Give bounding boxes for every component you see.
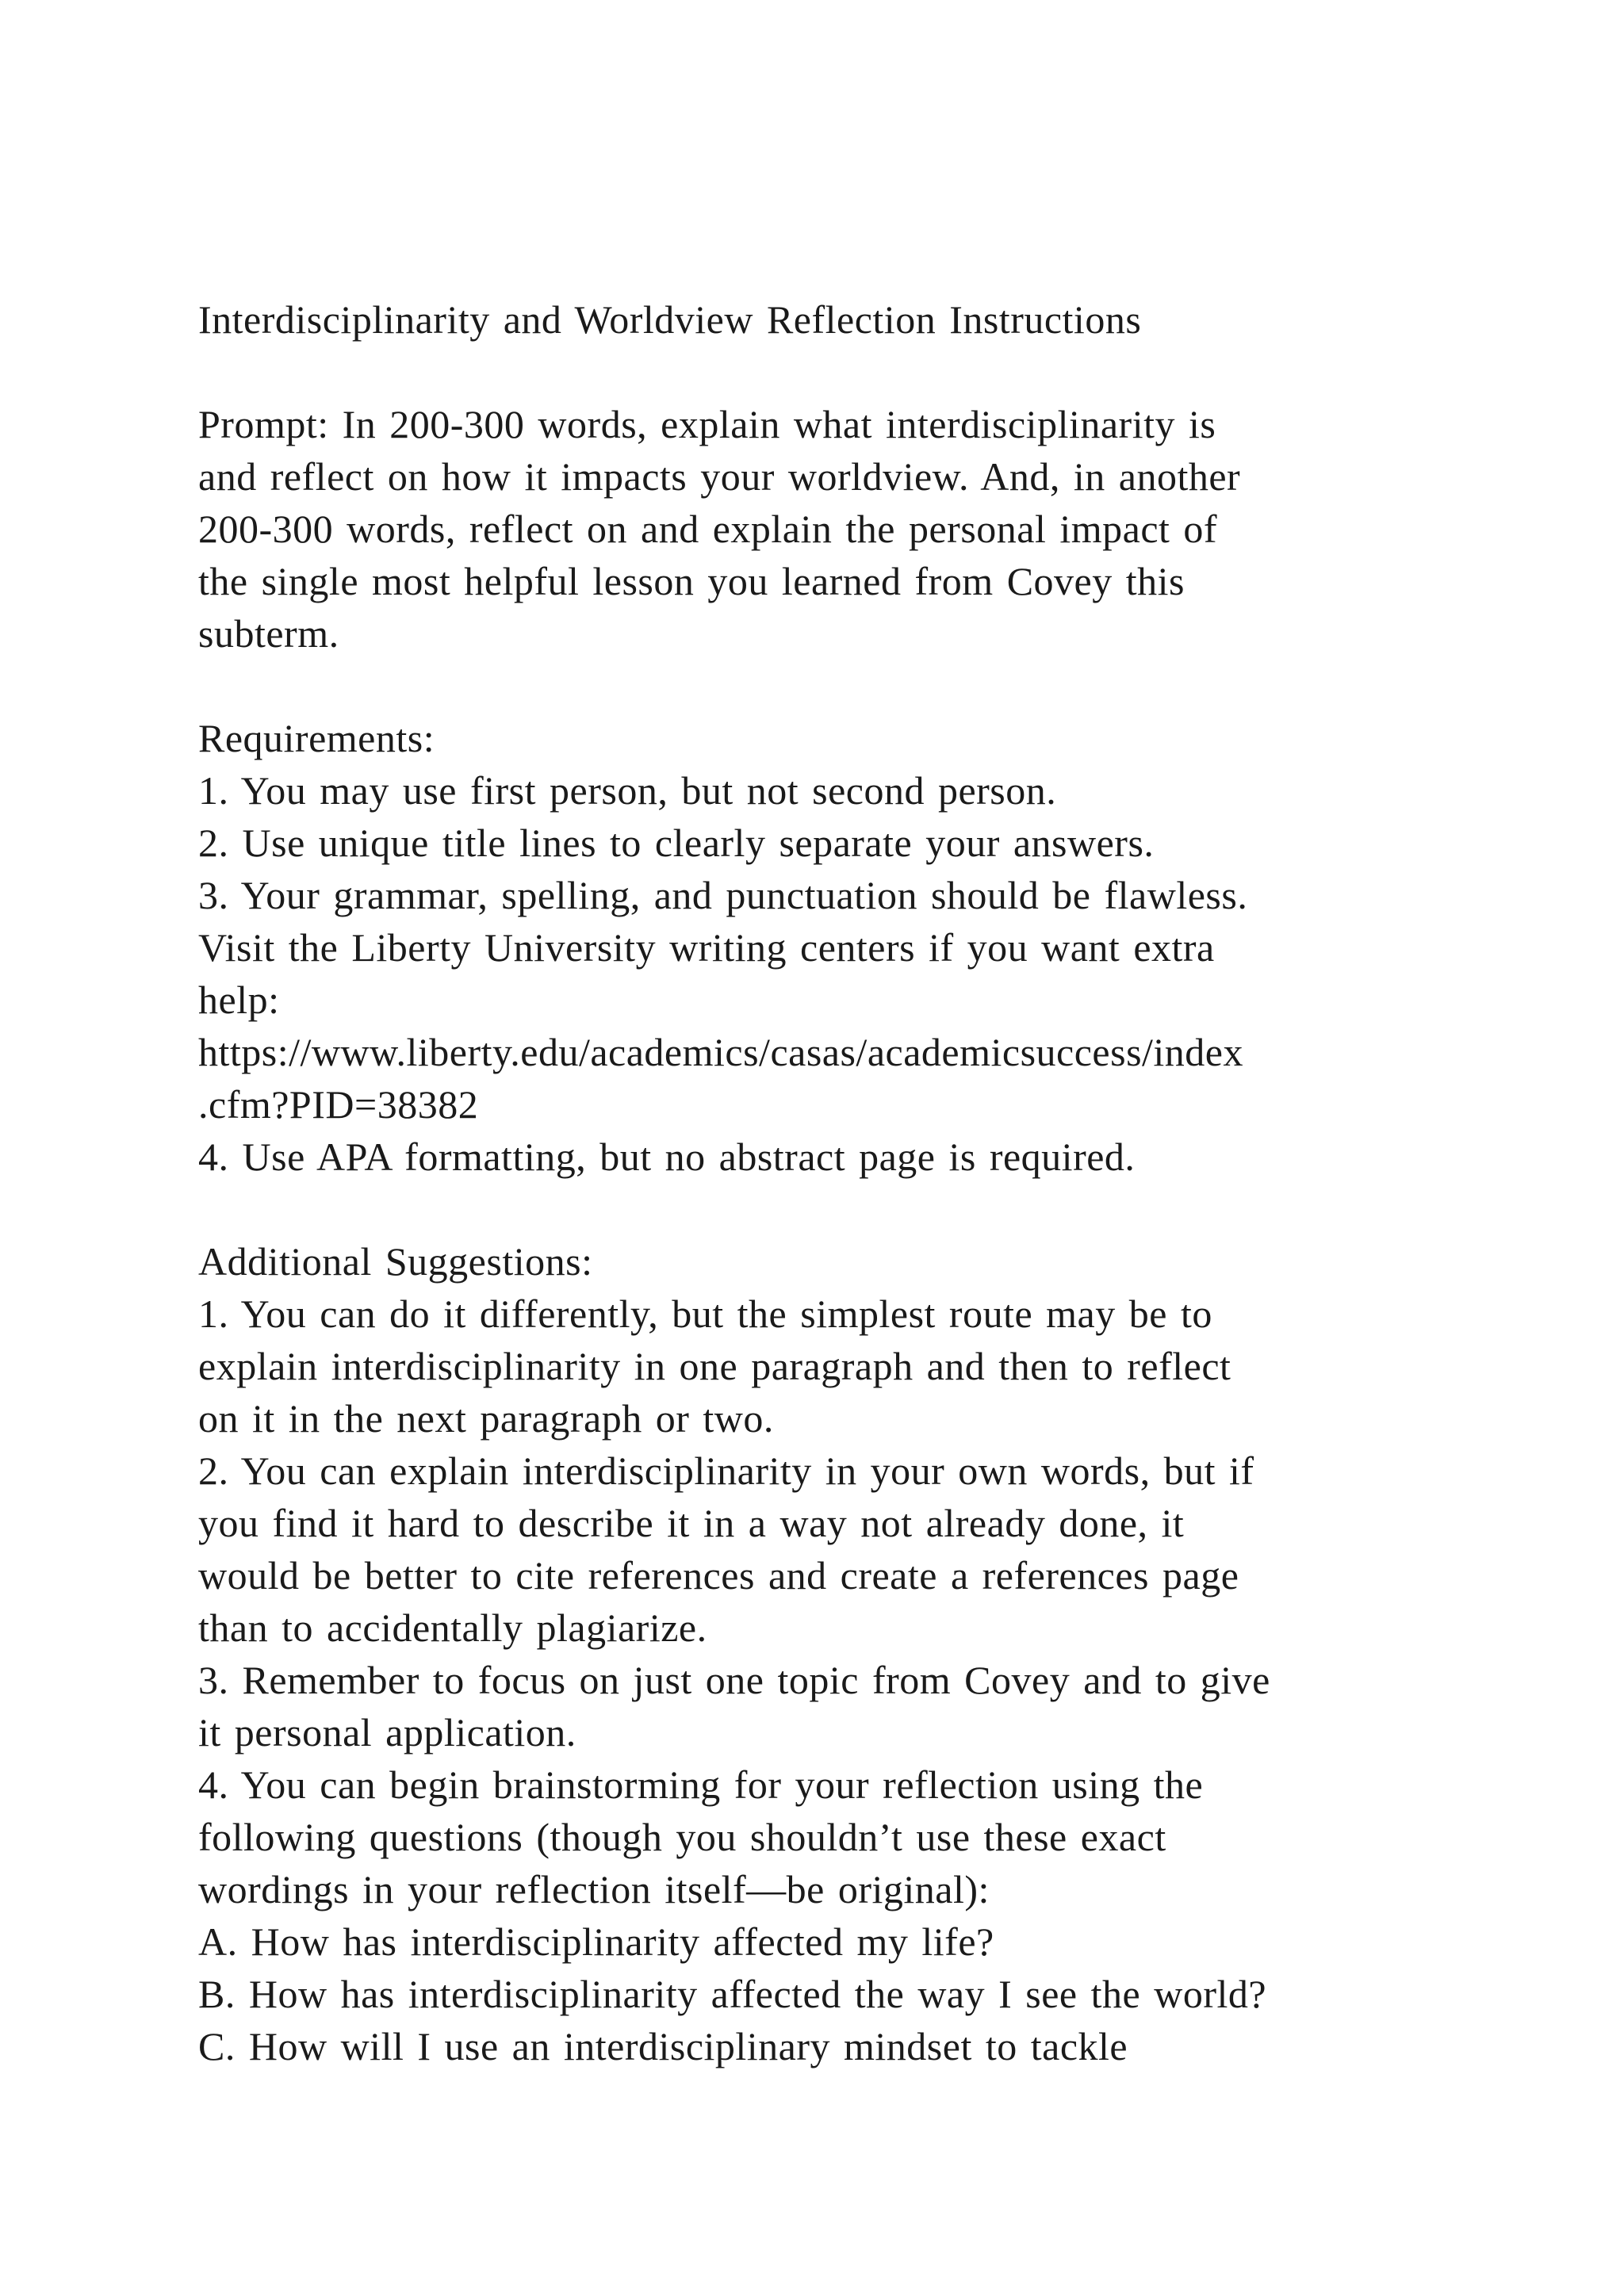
suggestion-line: 4. You can begin brainstorming for your reflection using the bbox=[198, 1762, 1204, 1807]
suggestion-line: on it in the next paragraph or two. bbox=[198, 1396, 774, 1441]
requirement-line: help: bbox=[198, 978, 280, 1022]
prompt-paragraph bbox=[198, 398, 1435, 660]
question-line: C. How will I use an interdisciplinary mindset to tackle bbox=[198, 2024, 1128, 2068]
document-title: Interdisciplinarity and Worldview Reflection Instructions bbox=[198, 297, 1142, 342]
requirements-section bbox=[198, 712, 1435, 1183]
suggestion-line: it personal application. bbox=[198, 1710, 576, 1755]
requirement-line: Visit the Liberty University writing centers if you want extra bbox=[198, 925, 1215, 970]
suggestion-line: following questions (though you shouldn’t use these exact bbox=[198, 1815, 1166, 1859]
requirement-line: 2. Use unique title lines to clearly separate your answers. bbox=[198, 821, 1155, 865]
suggestion-line: 3. Remember to focus on just one topic from Covey and to give bbox=[198, 1658, 1270, 1702]
suggestion-line: than to accidentally plagiarize. bbox=[198, 1605, 707, 1650]
prompt-line: subterm. bbox=[198, 611, 339, 656]
prompt-line: and reflect on how it impacts your worldview. And, in another bbox=[198, 454, 1241, 499]
paragraph-gap bbox=[198, 346, 1435, 398]
suggestion-line: 2. You can explain interdisciplinarity in your own words, but if bbox=[198, 1448, 1254, 1493]
requirements-heading: Requirements: bbox=[198, 716, 435, 760]
question-line: A. How has interdisciplinarity affected my life? bbox=[198, 1919, 994, 1964]
question-line: B. How has interdisciplinarity affected the way I see the world? bbox=[198, 1972, 1267, 2016]
writing-center-url: .cfm?PID=38382 bbox=[198, 1082, 479, 1127]
prompt-line: Prompt: In 200-300 words, explain what interdisciplinarity is bbox=[198, 402, 1216, 446]
suggestion-line: wordings in your reflection itself—be original): bbox=[198, 1867, 990, 1911]
suggestion-line: explain interdisciplinarity in one paragraph and then to reflect bbox=[198, 1344, 1231, 1388]
paragraph-gap bbox=[198, 660, 1435, 712]
suggestion-line: would be better to cite references and create a references page bbox=[198, 1553, 1239, 1598]
requirement-line: 3. Your grammar, spelling, and punctuation should be flawless. bbox=[198, 873, 1248, 917]
suggestions-heading: Additional Suggestions: bbox=[198, 1239, 593, 1284]
document-body bbox=[198, 293, 1435, 2072]
paragraph-gap bbox=[198, 1183, 1435, 1235]
suggestion-line: 1. You can do it differently, but the simplest route may be to bbox=[198, 1292, 1212, 1336]
requirement-line: 1. You may use first person, but not second person. bbox=[198, 768, 1057, 813]
requirement-line: 4. Use APA formatting, but no abstract page is required. bbox=[198, 1135, 1136, 1179]
writing-center-url: https://www.liberty.edu/academics/casas/academicsuccess/index bbox=[198, 1030, 1243, 1074]
prompt-line: 200-300 words, reflect on and explain the personal impact of bbox=[198, 507, 1218, 551]
suggestions-section bbox=[198, 1235, 1435, 2072]
prompt-line: the single most helpful lesson you learned from Covey this bbox=[198, 559, 1185, 603]
suggestion-line: you find it hard to describe it in a way not already done, it bbox=[198, 1501, 1185, 1545]
